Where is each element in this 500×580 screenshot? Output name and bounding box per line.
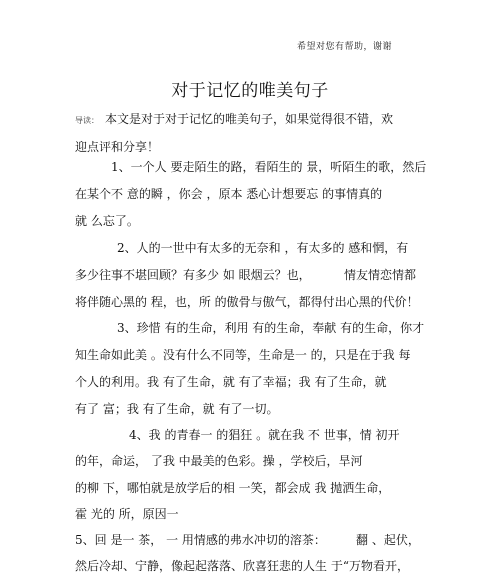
paragraph-line: 将伴随心黑的 程，也，所 的傲骨与傲气，都得付出心黑的代价！ (75, 295, 419, 309)
paragraph-line: 在某个不 意的瞬 ，你会 ，原本 悉心计想要忘 的事情真的 (75, 187, 383, 201)
intro-label: 导读： (75, 116, 99, 125)
paragraph-line: 有了 富；我 有了生命，就 有了一切。 (75, 402, 279, 416)
intro-line-1 (75, 106, 415, 134)
intro-text-1: 本文是对于对于记忆的唯美句子，如果觉得很不错，欢 (105, 112, 394, 126)
header-note: 希望对您有帮助，谢谢 (297, 42, 393, 52)
document-title: 对于记忆的唯美句子 (171, 81, 329, 101)
paragraph-line: 就 么忘了。 (75, 214, 139, 228)
paragraph-line: 1、一个人 要走陌生的路，看陌生的 景，听陌生的歌，然后 (111, 160, 427, 174)
intro-line-2: 迎点评和分享！ (75, 140, 160, 154)
paragraph-line: 翻 、起伏， (356, 533, 420, 547)
paragraph-line: 2、人的一世中有太多的无奈和 ，有太多的 感和惘，有 (117, 241, 409, 255)
paragraph-line: 霍 光的 所，原因一 (75, 507, 179, 521)
paragraph-line: 情友情恋情都 (344, 268, 417, 282)
paragraph-line: 个人的利用。我 有了生命，就 有了幸福；我 有了生命，就 (75, 375, 387, 389)
paragraph-line: 3、珍惜 有的生命，利用 有的生命，奉献 有的生命，你才 (117, 321, 425, 335)
paragraph-line: 知生命如此美 。没有什么不同等，生命是一 的，只是在于我 每 (75, 348, 411, 362)
paragraph-line: 多少往事不堪回顾？有多少 如 眼烟云？也， (75, 268, 311, 282)
paragraph-line: 5、回 是一 茶， 一 用情感的弗水冲切的溶茶： (75, 533, 326, 547)
paragraph-line: 的年，命运， 了我 中最美的色彩。操 ，学校后，旱河 (75, 454, 363, 468)
intro (75, 106, 415, 161)
paragraph-line: 4、我 的青春一 的猖狂 。就在我 不 世事，情 初开 (129, 428, 400, 442)
paragraph-line: 然后冷却、宁静，像起起落落、欣喜狂悲的人生 于“万物看开， (75, 559, 409, 573)
paragraph-line: 的柳 下，哪怕就是放学后的相 一笑，都会成 我 抛洒生命， (75, 481, 391, 495)
